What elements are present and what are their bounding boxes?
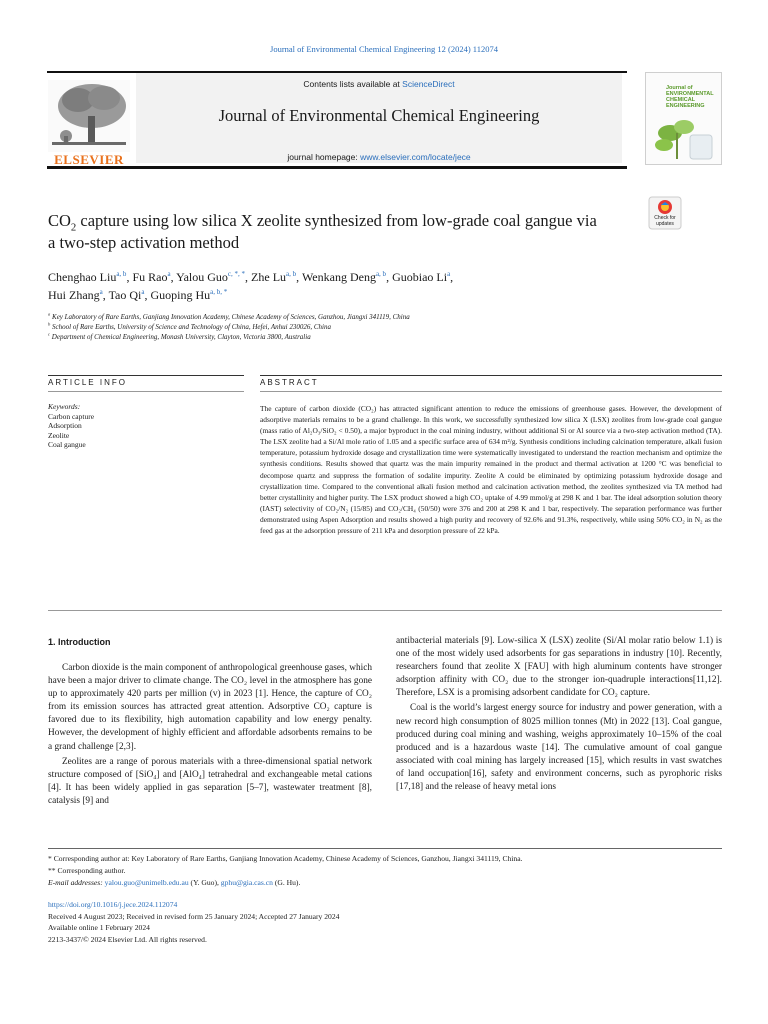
cover-title xyxy=(666,85,714,109)
email-link[interactable]: gphu@gia.cas.cn xyxy=(220,878,273,887)
body-paragraph: antibacterial materials [9]. Low-silica X (LSX) zeolite (Si/Al molar ratio below 1.1) is one of the most widely used adsorbents for gas separations in industry [10]. Recently, researchers found that zeolite X [FAU] with high aluminum contents have stronger adsorption affinity with CO₂ due to the stronger ion-quadruple interactions[11,12]. Therefore, LSX is a promising adsorbent candidate for CO₂ capture. xyxy=(396,636,722,699)
journal-citation-link[interactable]: Journal of Environmental Chemical Engineering 12 (2024) 112074 xyxy=(270,44,498,54)
author-name: Zhe Lu xyxy=(251,270,287,284)
abstract-top-rule xyxy=(260,375,722,376)
body-paragraph: Coal is the world’s largest energy source for industry and power generation, with a new record high consumption of 8025 million tonnes (Mt) in 2022 [13]. Coal gangue, produced during coal mining and washing, weighs approximately 10–15% of the coal produced and is a hazardous waste [14]. The cumulative amount of coal gangue associated with coal mining has largely increased [15], which results in vast swatches of land occupation[16], safety and environment concerns, such as pyrophoric risks [17,18] and the release of heavy metal ions xyxy=(396,703,722,793)
email-line xyxy=(48,877,728,889)
author[interactable] xyxy=(109,288,145,302)
email-owner: (G. Hu). xyxy=(272,878,301,887)
email-link[interactable]: yalou.guo@unimelb.edu.au xyxy=(104,878,189,887)
author-affil-mark[interactable]: a xyxy=(99,288,103,296)
affiliation-mark: b xyxy=(48,321,51,327)
cover-title-line: Journal of xyxy=(666,85,693,91)
author[interactable] xyxy=(48,288,103,302)
author-affil-mark[interactable]: a, b xyxy=(375,270,387,278)
header-bottom-rule xyxy=(47,166,627,169)
author[interactable] xyxy=(151,288,228,302)
author-name: Fu Rao xyxy=(132,270,168,284)
corresponding-author-note: ** Corresponding author. xyxy=(48,866,126,875)
keyword: Zeolite xyxy=(48,430,70,440)
author[interactable] xyxy=(302,270,386,284)
affiliations xyxy=(48,312,668,342)
author-affil-mark[interactable]: a xyxy=(141,288,145,296)
affiliation-mark: a xyxy=(48,311,51,317)
author[interactable] xyxy=(48,270,126,284)
keywords-block xyxy=(48,402,248,450)
author-list: Chenghao Liu$^{a, b}$, Fu Rao$^a$, Yalou Guo$^{c, *, *}$, Zhe Lu$^{a, b}$, Wenkang Deng$^{a, b}$, Guobiao Li$^a$, Hui Zhang$^a$, Tao Qi$^a$, Guoping $Hu^{a, b, *}$ xyxy=(48,270,454,302)
title-subscript: 2 xyxy=(70,221,77,234)
author[interactable] xyxy=(176,270,245,284)
article-info-top-rule xyxy=(48,375,244,376)
copyright-line: 2213-3437/© 2024 Elsevier Ltd. All rights reserved. xyxy=(48,934,207,944)
author-name: Yalou Guo xyxy=(176,270,228,284)
elsevier-tree-logo xyxy=(48,80,130,162)
keyword: Coal gangue xyxy=(48,440,86,449)
author-affil-mark[interactable]: a xyxy=(167,270,171,278)
abstract-heading: ABSTRACT xyxy=(260,378,319,387)
homepage-line xyxy=(136,152,622,162)
author-name: Hui Zhang xyxy=(48,288,100,302)
cover-title-line: ENVIRONMENTAL xyxy=(666,91,714,97)
affiliation-mark: c xyxy=(48,331,51,337)
crossmark-label-2: updates xyxy=(656,220,674,227)
author-affil-mark[interactable]: a, b xyxy=(116,270,127,278)
author-affil-mark[interactable]: a xyxy=(447,270,451,278)
author[interactable] xyxy=(132,270,170,284)
publication-info xyxy=(48,899,728,945)
affiliation-text: School of Rare Earths, University of Science and Technology of China, Hefei, Anhui 230026, China xyxy=(52,323,331,331)
body-column-left xyxy=(48,662,372,810)
journal-cover-thumbnail[interactable] xyxy=(645,72,722,165)
author-name: Tao Qi xyxy=(108,288,142,302)
abstract-text: The capture of carbon dioxide (CO₂) has attracted significant attention to reduce the emissions of greenhouse gases. However, the development of adsorptive materials remains to be a grand challenge. In this work, we successfully synthesized low silica X (LSX) zeolites from low-grade coal gangue (mass ratio of Al₂O₃/SiO₂ < 0.50), a major byproduct in the coal mining industry, without additional Si or Al source via a two-step activation method (TA). The LSX zeolite had a Si/Al mole ratio of 1.05 and a specific surface area of 634 m²/g. Synthesis conditions including calcination temperature, alkali fusion temperature, potassium hydroxide dosage and crystallization time were systematically investigated to understand the reaction mechanism and optimize the synthesis conditions. Results showed that quartz was the main impurity remained in the product and thermal activation at 1200 °C was beneficial to decompose quartz and suppress the formation of sodalite impurity. Zeolite A could be eliminated by optimizing potassium hydroxide dosage and crystallization time. Compared to the conventional alkali fusion method and calcination activation method, the zeolites synthesized via TA method had better crystallinity and higher purity. The LSX product showed a high CO₂ uptake of 4.99 mmol/g at 298 K and 1 bar. The ideal adsorption solution theory (IAST) selectivity of CO₂/N₂ (15/85) and CO₂/CH₄ (50/50) were 376 and 200 at 298 K and 1 bar, respectively. The separation performance was further demonstrated using Aspen Adsorption and results showed a high purity and recovery of 92.6% and 91.3%, respectively, while using 50% CO₂ in N₂ as the feed gas at the adsorption pressure of 211 kPa and desorption pressure of 22 kPa. xyxy=(260,404,722,536)
affiliation xyxy=(48,332,668,342)
affiliation-text: Key Laboratory of Rare Earths, Ganjiang Innovation Academy, Chinese Academy of Sciences, Ganzhou, Jiangxi 341119, China xyxy=(52,313,410,321)
author-affil-mark[interactable]: a, b xyxy=(286,270,297,278)
cover-title-line: CHEMICAL xyxy=(666,97,696,103)
contents-prefix: Contents lists available at xyxy=(303,79,403,89)
body-column-right xyxy=(396,635,722,796)
email-label: E-mail addresses: xyxy=(48,878,103,887)
abstract-sub-rule xyxy=(260,391,722,392)
author[interactable] xyxy=(392,270,450,284)
title-part: CO xyxy=(48,211,71,230)
corresponding-author-note: * Corresponding author at: Key Laboratory of Rare Earths, Ganjiang Innovation Academy, Chinese Academy of Sciences, Ganzhou, Jiangxi 341119, China. xyxy=(48,854,523,863)
author-name: Wenkang Deng xyxy=(301,270,376,284)
author-name: Guoping Hu xyxy=(150,288,211,302)
doi-link[interactable]: https://doi.org/10.1016/j.jece.2024.112074 xyxy=(48,900,178,909)
affiliation xyxy=(48,312,668,322)
received-dates: Received 4 August 2023; Received in revised form 25 January 2024; Accepted 27 January 2024 xyxy=(48,911,340,921)
contents-line xyxy=(136,79,622,89)
journal-title: Journal of Environmental Chemical Engineering xyxy=(218,106,540,125)
article-info-heading: ARTICLE INFO xyxy=(48,378,127,387)
author-name: Chenghao Liu xyxy=(48,270,117,284)
email-owner: (Y. Guo), xyxy=(188,878,221,887)
paper-title xyxy=(48,210,608,254)
keyword: Adsorption xyxy=(48,421,82,430)
body-paragraph: Zeolites are a range of porous materials with a three-dimensional spatial network structure composed of [SiO₄] and [AlO₄] tetrahedral and exchangeable metal cations [4]. It has been widely applied in gas separation [5–7], wastewater treatment [8], catalysis [9] and xyxy=(48,756,372,806)
abstract-bottom-rule xyxy=(48,610,722,611)
author-affil-mark[interactable]: c, *, * xyxy=(227,270,246,278)
check-for-updates-badge[interactable] xyxy=(648,196,682,230)
author-affil-mark[interactable]: a, b, * xyxy=(210,288,228,296)
cover-plant-image xyxy=(650,113,718,163)
homepage-prefix: journal homepage: xyxy=(287,152,361,162)
publisher-logo-text: ELSEVIER xyxy=(54,152,124,167)
footnote-rule xyxy=(48,848,722,849)
body-paragraph: Carbon dioxide is the main component of anthropological greenhouse gases, which have been a major driver to climate change. The CO₂ level in the atmosphere has gone up to approximately 420 parts per million (v) in 2023 [1]. Hence, the capture of CO₂ from its emission sources has attracted great attention. Adsorptive CO₂ capture is favored due to its flexibility, high automation capability and low energy penalty. However, the development of highly efficient and affordable adsorbents remains to be a grand challenge [2,3]. xyxy=(48,663,372,752)
author[interactable] xyxy=(251,270,296,284)
affiliation xyxy=(48,322,668,332)
footnotes xyxy=(48,853,728,889)
article-info-sub-rule xyxy=(48,391,244,392)
author-name: Guobiao Li xyxy=(392,270,448,284)
section-heading-introduction: 1. Introduction xyxy=(48,637,111,647)
available-online: Available online 1 February 2024 xyxy=(48,923,150,932)
keyword: Carbon capture xyxy=(48,411,95,421)
affiliation-text: Department of Chemical Engineering, Monash University, Clayton, Victoria 3800, Australia xyxy=(51,333,311,341)
title-part: capture using low silica X zeolite synthesized from low-grade coal gangue via a two-step activation method xyxy=(48,211,597,252)
keywords-label: Keywords: xyxy=(48,402,81,411)
crossmark-label-1: Check for xyxy=(654,215,676,221)
homepage-link[interactable]: www.elsevier.com/locate/jece xyxy=(360,152,471,162)
cover-title-line: ENGINEERING xyxy=(666,103,705,109)
sciencedirect-link[interactable]: ScienceDirect xyxy=(402,79,455,89)
